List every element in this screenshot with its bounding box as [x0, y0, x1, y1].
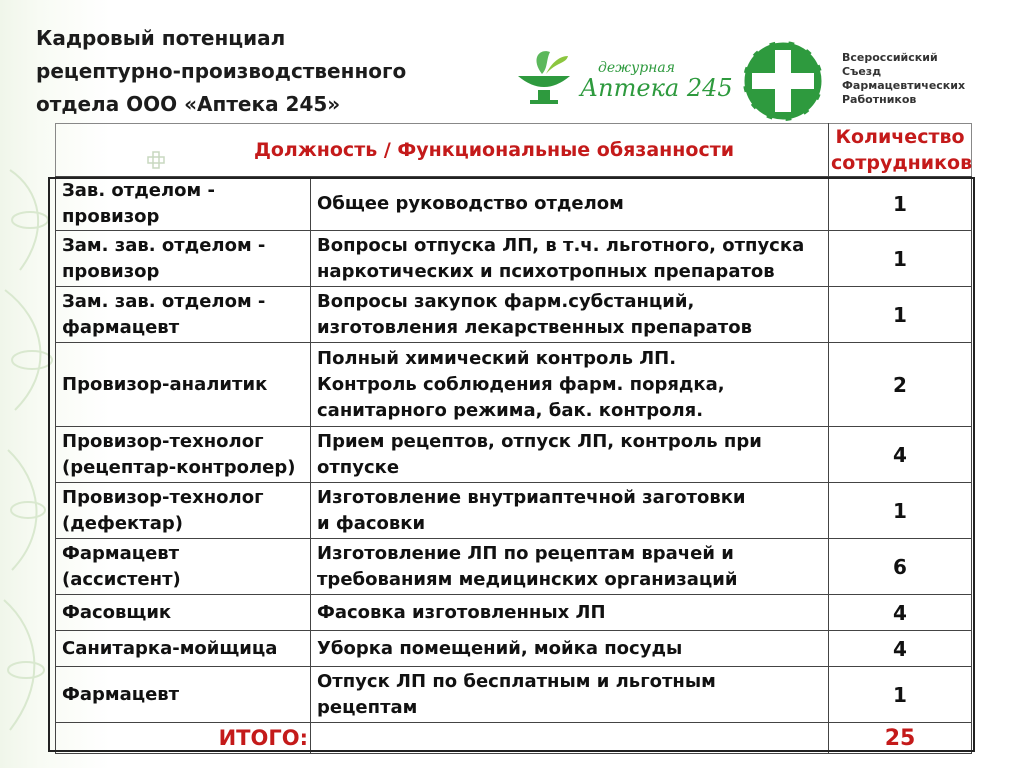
duty-line: Контроль соблюдения фарм. порядка,	[317, 373, 725, 395]
position-cell	[56, 539, 311, 595]
position-line: Фасовщик	[62, 601, 172, 623]
position-cell	[56, 177, 311, 231]
position-cell	[56, 427, 311, 483]
congress-line: Фармацевтических	[842, 79, 966, 92]
position-line: Фармацевт	[62, 683, 180, 705]
duty-cell	[311, 595, 829, 631]
position-cell	[56, 287, 311, 343]
count-cell: 1	[829, 483, 972, 539]
total-value: 25	[829, 723, 972, 754]
congress-logo-text	[842, 51, 965, 107]
duty-cell	[311, 427, 829, 483]
position-cell	[56, 343, 311, 427]
position-line: (рецептар-контролер)	[62, 456, 296, 478]
count-cell: 1	[829, 667, 972, 723]
duty-cell	[311, 287, 829, 343]
position-line: Провизор-технолог	[62, 430, 264, 452]
position-line: Провизор-технолог	[62, 486, 264, 508]
position-line: провизор	[62, 260, 160, 282]
apteka-logo-subtitle: дежурная	[598, 60, 675, 76]
table-row	[56, 667, 972, 723]
table-row	[56, 231, 972, 287]
position-line: Санитарка-мойщица	[62, 637, 278, 659]
duty-line: Вопросы отпуска ЛП, в т.ч. льготного, отпуска	[317, 234, 805, 256]
duty-line: и фасовки	[317, 512, 426, 534]
duty-line: Полный химический контроль ЛП.	[317, 347, 677, 369]
duty-line: изготовления лекарственных препаратов	[317, 316, 752, 338]
position-line: Фармацевт	[62, 542, 180, 564]
header-count-line: Количество	[835, 126, 965, 148]
duty-line: Вопросы закупок фарм.субстанций,	[317, 290, 695, 312]
duty-line: Фасовка изготовленных ЛП	[317, 601, 606, 623]
table-row	[56, 483, 972, 539]
position-line: провизор	[62, 205, 160, 227]
count-cell: 1	[829, 231, 972, 287]
duty-cell	[311, 177, 829, 231]
position-line: Провизор-аналитик	[62, 373, 268, 395]
count-cell: 2	[829, 343, 972, 427]
table-row	[56, 287, 972, 343]
duty-cell	[311, 231, 829, 287]
duty-line: Изготовление внутриаптечной заготовки	[317, 486, 746, 508]
duty-line: требованиям медицинских организаций	[317, 568, 738, 590]
position-cell	[56, 631, 311, 667]
congress-line: Работников	[842, 93, 917, 106]
table-row	[56, 595, 972, 631]
position-line: (дефектар)	[62, 512, 183, 534]
mortar-leaf-icon	[512, 46, 576, 110]
position-line: (ассистент)	[62, 568, 181, 590]
duty-line: наркотических и психотропных препаратов	[317, 260, 775, 282]
total-label: ИТОГО:	[56, 723, 311, 754]
slide-title	[36, 22, 436, 121]
staff-table	[55, 123, 972, 754]
count-cell: 4	[829, 595, 972, 631]
congress-line: Всероссийский	[842, 51, 938, 64]
table-row	[56, 539, 972, 595]
title-line: рецептурно-производственного	[36, 59, 407, 83]
total-row	[56, 723, 972, 754]
title-line: отдела ООО «Аптека 245»	[36, 92, 341, 116]
position-cell	[56, 483, 311, 539]
table-row	[56, 631, 972, 667]
header-count	[829, 124, 972, 177]
duty-cell	[311, 667, 829, 723]
count-cell: 4	[829, 427, 972, 483]
table-row	[56, 427, 972, 483]
duty-line: отпуске	[317, 456, 400, 478]
duty-line: Отпуск ЛП по бесплатным и льготным	[317, 670, 716, 692]
position-line: Зам. зав. отделом -	[62, 290, 266, 312]
position-line: Зам. зав. отделом -	[62, 234, 266, 256]
duty-line: Изготовление ЛП по рецептам врачей и	[317, 542, 734, 564]
duty-line: Прием рецептов, отпуск ЛП, контроль при	[317, 430, 762, 452]
position-line: Зав. отделом -	[62, 179, 215, 201]
position-cell	[56, 667, 311, 723]
congress-logo	[740, 38, 1000, 118]
count-cell: 4	[829, 631, 972, 667]
header-duty: Должность / Функциональные обязанности	[56, 124, 829, 177]
count-cell: 6	[829, 539, 972, 595]
count-cell: 1	[829, 287, 972, 343]
apteka-245-logo	[512, 46, 732, 116]
pharmacy-cross-icon	[740, 38, 826, 124]
position-line: фармацевт	[62, 316, 180, 338]
table-header-row	[56, 124, 972, 177]
position-cell	[56, 595, 311, 631]
duty-line: рецептам	[317, 696, 418, 718]
header-count-line: сотрудников	[831, 152, 973, 174]
count-cell: 1	[829, 177, 972, 231]
duty-cell	[311, 539, 829, 595]
duty-cell	[311, 483, 829, 539]
table-row	[56, 177, 972, 231]
duty-cell	[311, 343, 829, 427]
position-cell	[56, 231, 311, 287]
total-empty-cell	[311, 723, 829, 754]
congress-line: Съезд	[842, 65, 882, 78]
apteka-logo-name: Аптека 245	[580, 74, 733, 102]
title-line: Кадровый потенциал	[36, 26, 286, 50]
table-row	[56, 343, 972, 427]
duty-cell	[311, 631, 829, 667]
duty-line: санитарного режима, бак. контроля.	[317, 399, 704, 421]
duty-line: Общее руководство отделом	[317, 192, 624, 214]
duty-line: Уборка помещений, мойка посуды	[317, 637, 683, 659]
